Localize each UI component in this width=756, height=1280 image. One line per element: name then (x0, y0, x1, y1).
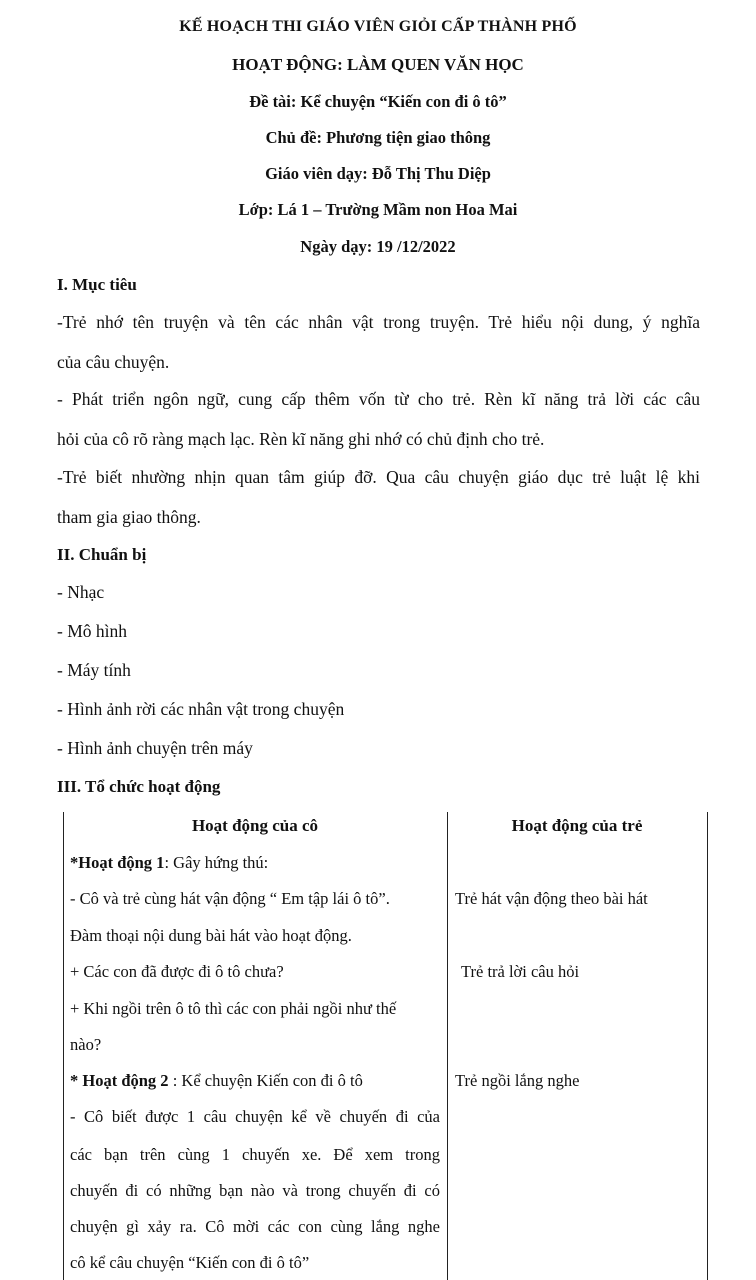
section-2-heading: II. Chuẩn bị (57, 545, 147, 564)
activity-title: HOẠT ĐỘNG: LÀM QUEN VĂN HỌC (232, 55, 524, 74)
document-title: KẾ HOẠCH THI GIÁO VIÊN GIỎI CẤP THÀNH PHỐ (179, 18, 577, 35)
objective-line: hỏi của cô rõ ràng mạch lạc. Rèn kĩ năng ghi nhớ có chủ định cho trẻ. (57, 429, 545, 449)
objective-line: - Phát triển ngôn ngữ, cung cấp thêm vốn từ cho trẻ. Rèn kĩ năng trả lời các câu (57, 389, 700, 409)
topic-line: Đề tài: Kể chuyện “Kiến con đi ô tô” (249, 92, 507, 111)
activity-2-label: * Hoạt động 2 (70, 1071, 169, 1090)
prep-item: - Mô hình (57, 621, 127, 641)
column-header-teacher: Hoạt động của cô (191, 816, 319, 835)
objective-line: tham gia giao thông. (57, 507, 201, 527)
table-border-right (707, 812, 708, 1280)
table-column-divider (447, 812, 448, 1280)
teacher-activity-line: chuyện gì xảy ra. Cô mời các con cùng lắng nghe (70, 1217, 440, 1236)
section-3-heading: III. Tổ chức hoạt động (57, 777, 221, 796)
class-line: Lớp: Lá 1 – Trường Mầm non Hoa Mai (238, 200, 518, 219)
prep-item: - Hình ảnh rời các nhân vật trong chuyện (57, 699, 345, 719)
teacher-activity-line: Đàm thoại nội dung bài hát vào hoạt động. (70, 926, 352, 945)
activity-1-label: *Hoạt động 1 (70, 853, 165, 872)
teacher-activity-line: chuyến đi có những bạn nào và trong chuyến đi có (70, 1181, 440, 1200)
child-activity-line: Trẻ ngồi lắng nghe (455, 1071, 580, 1090)
teacher-activity-line: - Cô và trẻ cùng hát vận động “ Em tập lái ô tô”. (70, 889, 390, 908)
objective-line: -Trẻ nhớ tên truyện và tên các nhân vật trong truyện. Trẻ hiểu nội dung, ý nghĩa (57, 312, 700, 332)
date-line: Ngày dạy: 19 /12/2022 (300, 237, 456, 256)
teacher-line: Giáo viên dạy: Đỗ Thị Thu Diệp (265, 164, 491, 183)
teacher-activity-line: cô kể câu chuyện “Kiến con đi ô tô” (70, 1253, 310, 1272)
child-activity-line: Trẻ hát vận động theo bài hát (455, 889, 648, 908)
objective-line: -Trẻ biết nhường nhịn quan tâm giúp đỡ. Qua câu chuyện giáo dục trẻ luật lệ khi (57, 467, 700, 487)
teacher-activity-line: + Khi ngồi trên ô tô thì các con phải ngồi như thế (70, 999, 397, 1018)
activity-2-title: : Kể chuyện Kiến con đi ô tô (168, 1071, 363, 1090)
theme-line: Chủ đề: Phương tiện giao thông (265, 128, 491, 147)
section-1-heading: I. Mục tiêu (57, 275, 137, 294)
teacher-activity-line: nào? (70, 1035, 102, 1054)
table-border-left (63, 812, 64, 1280)
column-header-children: Hoạt động của trẻ (511, 816, 643, 835)
prep-item: - Máy tính (57, 660, 131, 680)
teacher-activity-line: + Các con đã được đi ô tô chưa? (70, 962, 284, 981)
objective-line: của câu chuyện. (57, 352, 170, 372)
prep-item: - Hình ảnh chuyện trên máy (57, 738, 253, 758)
teacher-activity-line: các bạn trên cùng 1 chuyến xe. Để xem trong (70, 1145, 440, 1164)
teacher-activity-line: - Cô biết được 1 câu chuyện kể về chuyến đi của (70, 1107, 440, 1126)
child-activity-line: Trẻ trả lời câu hỏi (461, 962, 580, 981)
activity-1-heading (70, 853, 444, 873)
activity-2-heading (70, 1071, 444, 1091)
prep-item: - Nhạc (57, 582, 105, 602)
activity-1-title: : Gây hứng thú: (164, 853, 269, 872)
